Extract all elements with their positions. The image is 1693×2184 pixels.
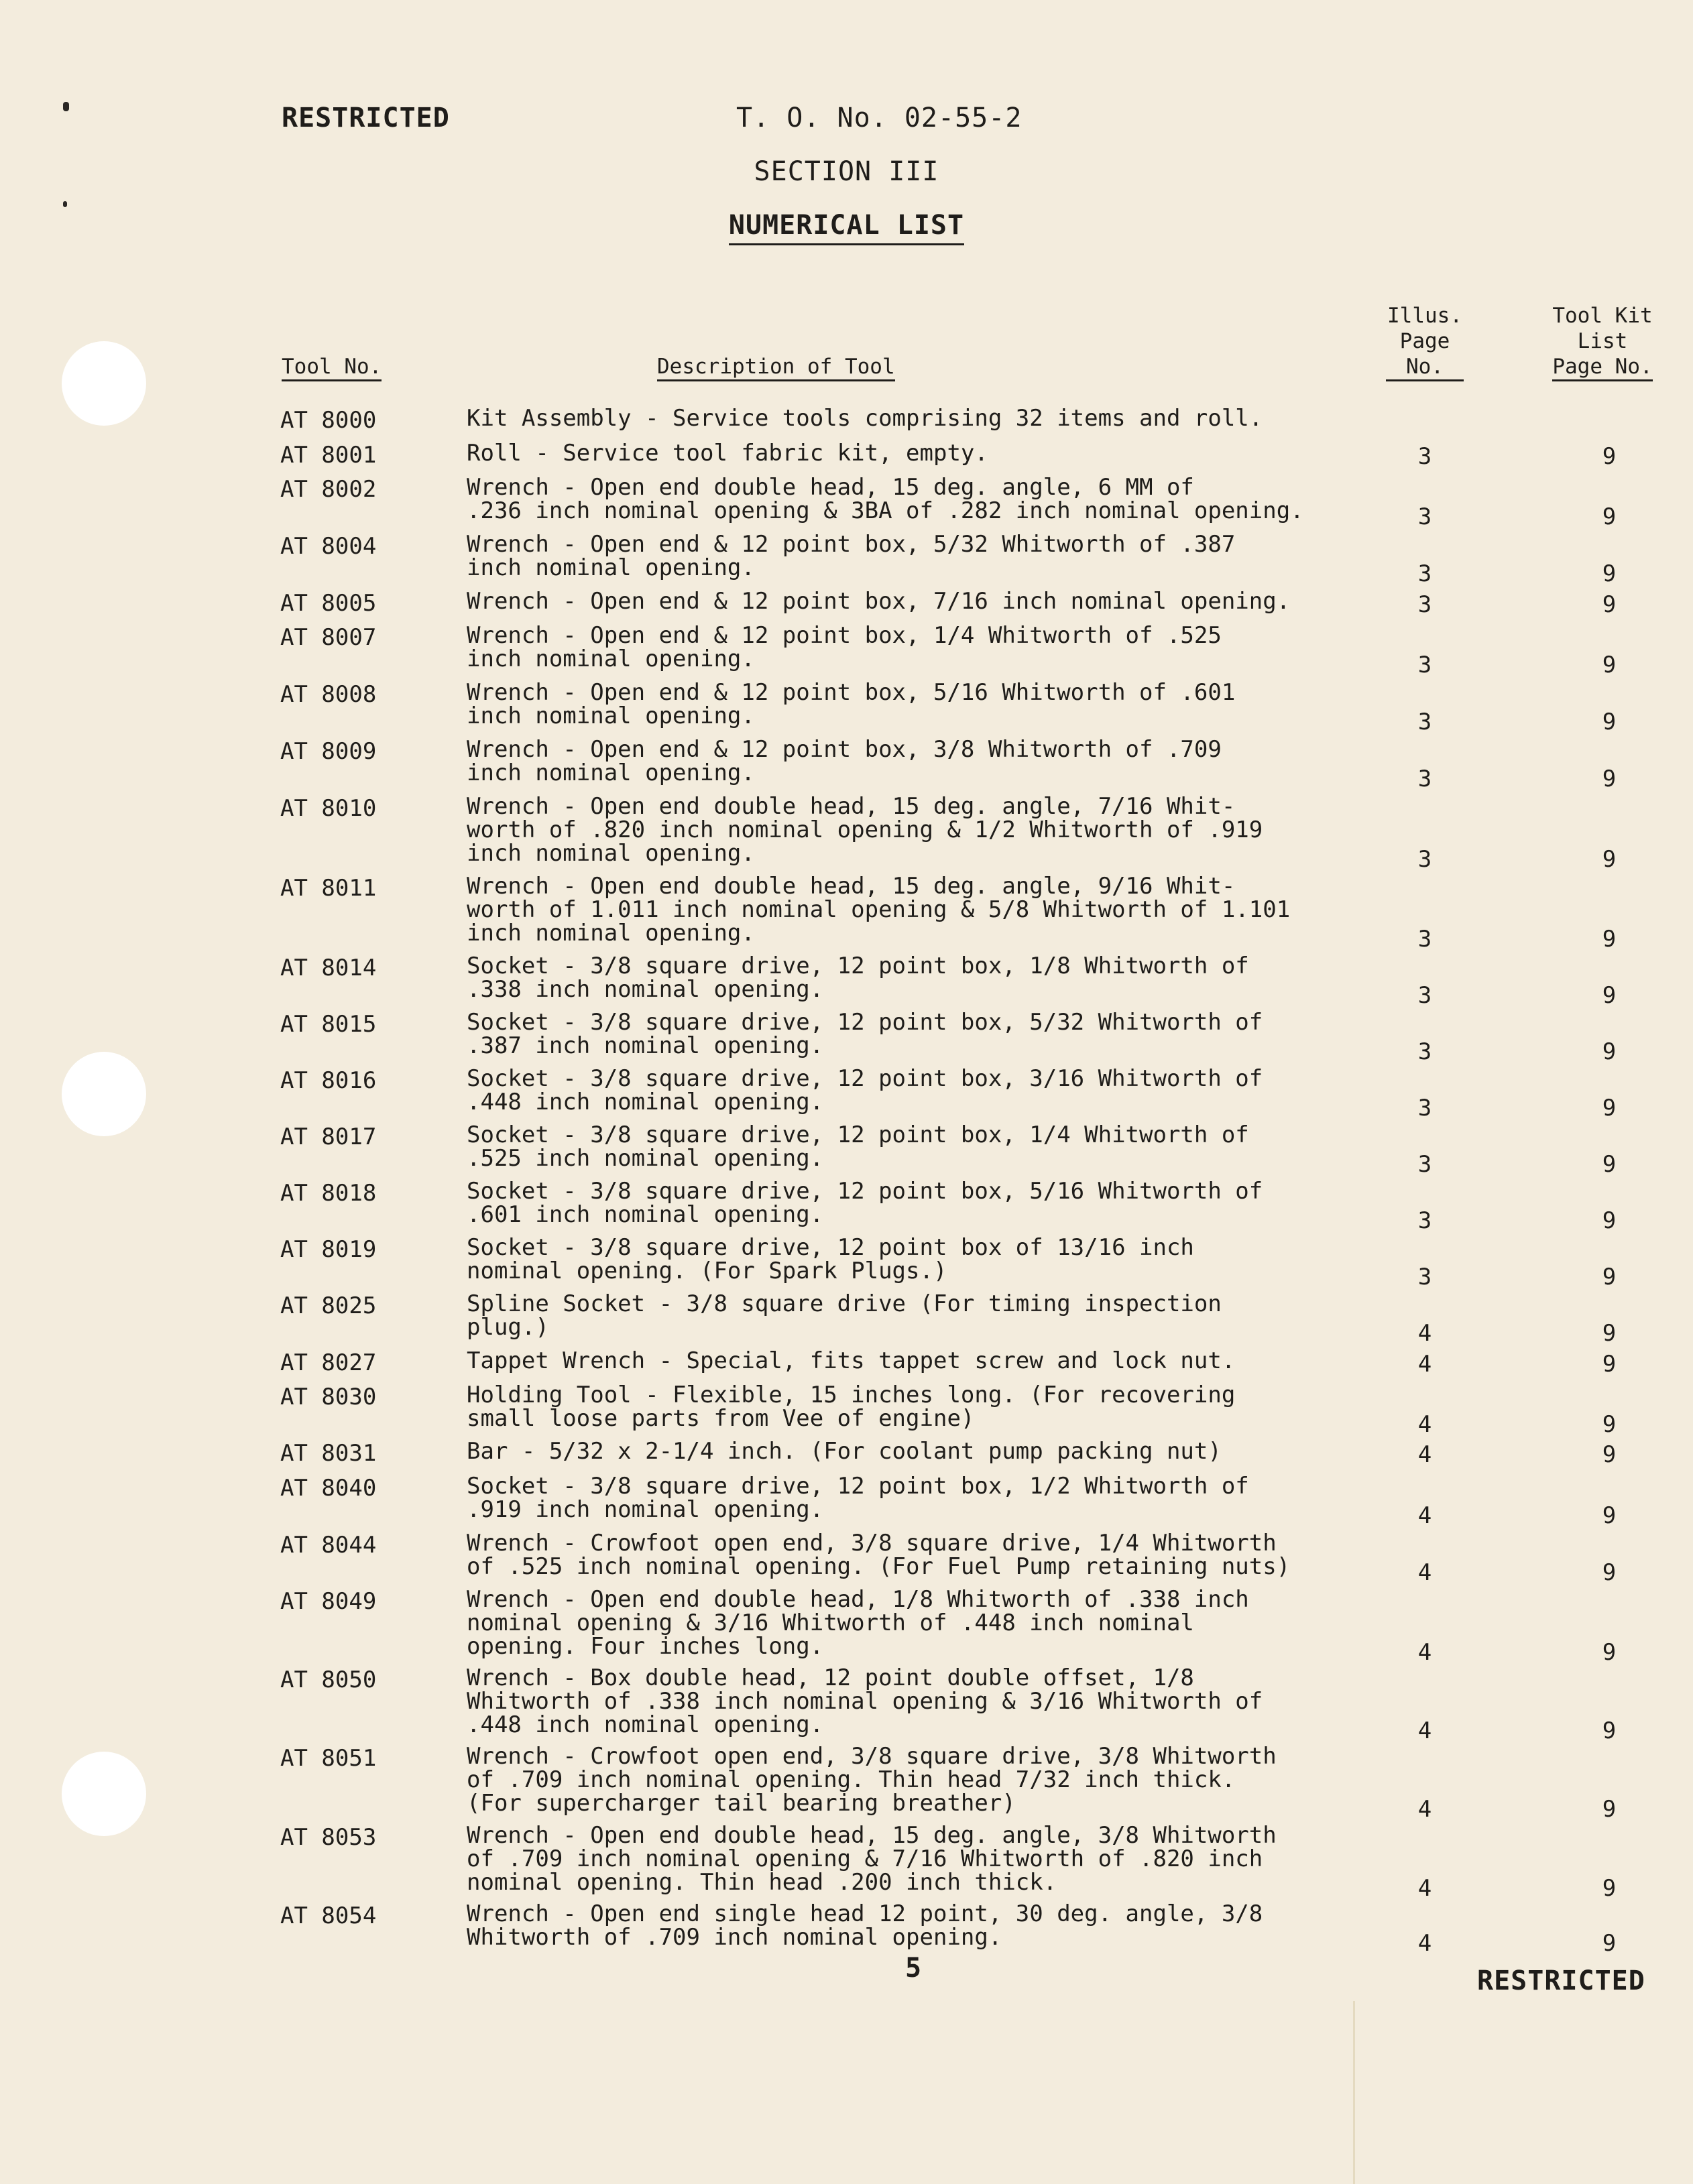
tool-description — [467, 738, 1222, 785]
illus-page-number: 3 — [1417, 1038, 1432, 1065]
description-line: Socket - 3/8 square drive, 12 point box, 1/8 Whitworth of — [467, 953, 1249, 979]
tool-number: AT 8027 — [280, 1349, 377, 1376]
kit-page-number: 9 — [1602, 846, 1617, 873]
tool-number: AT 8053 — [280, 1824, 377, 1851]
illus-page-number: 3 — [1417, 982, 1432, 1009]
description-line: inch nominal opening. — [467, 840, 755, 867]
restricted-footer: RESTRICTED — [1477, 1965, 1645, 1996]
punch-hole — [62, 1052, 146, 1136]
description-line: Wrench - Open end & 12 point box, 5/16 Whitworth of .601 — [467, 679, 1236, 706]
description-line: Wrench - Crowfoot open end, 3/8 square drive, 1/4 Whitworth — [467, 1530, 1277, 1557]
description-line: Roll - Service tool fabric kit, empty. — [467, 440, 988, 467]
column-header-illus-page: Illus. Page No. — [1375, 303, 1475, 381]
tool-description — [467, 955, 1249, 1002]
tool-number: AT 8010 — [280, 795, 377, 822]
kit-page-number: 9 — [1602, 1930, 1617, 1957]
tool-number: AT 8031 — [280, 1440, 377, 1467]
illus-page-number: 4 — [1417, 1320, 1432, 1347]
illus-page-number: 3 — [1417, 443, 1432, 470]
tool-description — [467, 442, 988, 465]
description-line: Wrench - Open end double head, 15 deg. angle, 7/16 Whit- — [467, 793, 1236, 820]
illus-page-number: 3 — [1417, 846, 1432, 873]
tool-description — [467, 1067, 1263, 1114]
description-line: nominal opening. (For Spark Plugs.) — [467, 1258, 947, 1284]
tool-number: AT 8025 — [280, 1292, 377, 1319]
tool-description — [467, 1532, 1290, 1579]
column-header-description: Description of Tool — [657, 354, 895, 381]
description-line: Wrench - Crowfoot open end, 3/8 square drive, 3/8 Whitworth — [467, 1743, 1277, 1770]
tool-number: AT 8030 — [280, 1384, 377, 1410]
tool-number: AT 8018 — [280, 1180, 377, 1207]
description-line: Holding Tool - Flexible, 15 inches long. (For recovering — [467, 1382, 1236, 1408]
tool-description — [467, 1824, 1277, 1894]
description-line: Socket - 3/8 square drive, 12 point box, 1/4 Whitworth of — [467, 1121, 1249, 1148]
tool-number: AT 8044 — [280, 1532, 377, 1559]
tool-description — [467, 590, 1290, 613]
kit-page-number: 9 — [1602, 1351, 1617, 1378]
kit-page-number: 9 — [1602, 766, 1617, 792]
description-line: worth of .820 inch nominal opening & 1/2 Whitworth of .919 — [467, 816, 1263, 843]
punch-hole — [62, 341, 146, 426]
illus-page-number: 3 — [1417, 766, 1432, 792]
kit-page-number: 9 — [1602, 503, 1617, 530]
kit-page-number: 9 — [1602, 1717, 1617, 1744]
tool-number: AT 8050 — [280, 1666, 377, 1693]
description-line: Wrench - Open end & 12 point box, 7/16 inch nominal opening. — [467, 588, 1291, 615]
description-line: .448 inch nominal opening. — [467, 1711, 824, 1738]
restricted-header: RESTRICTED — [282, 103, 450, 133]
illus-page-number: 4 — [1417, 1351, 1432, 1378]
tool-number: AT 8016 — [280, 1067, 377, 1094]
description-line: Bar - 5/32 x 2-1/4 inch. (For coolant pump packing nut) — [467, 1438, 1222, 1465]
kit-page-number: 9 — [1602, 1639, 1617, 1666]
tool-description — [467, 1384, 1235, 1431]
page-edge-mark — [1353, 2001, 1355, 2184]
description-line: opening. Four inches long. — [467, 1633, 824, 1660]
description-line: inch nominal opening. — [467, 646, 755, 672]
description-line: Wrench - Open end & 12 point box, 1/4 Whitworth of .525 — [467, 622, 1222, 649]
description-line: Whitworth of .709 inch nominal opening. — [467, 1924, 1002, 1951]
illus-page-number: 3 — [1417, 709, 1432, 735]
description-line: Wrench - Box double head, 12 point double offset, 1/8 — [467, 1664, 1194, 1691]
illus-page-number: 3 — [1417, 1264, 1432, 1290]
description-line: of .525 inch nominal opening. (For Fuel Pump retaining nuts) — [467, 1553, 1291, 1580]
tool-description — [467, 795, 1263, 865]
tool-number: AT 8007 — [280, 624, 377, 651]
illus-page-number: 4 — [1417, 1717, 1432, 1744]
illus-page-number: 4 — [1417, 1441, 1432, 1468]
description-line: Socket - 3/8 square drive, 12 point box, 5/32 Whitworth of — [467, 1009, 1263, 1036]
tool-description — [467, 1588, 1249, 1658]
illus-page-number: 4 — [1417, 1559, 1432, 1586]
tool-description — [467, 1236, 1194, 1283]
tool-description — [467, 1440, 1222, 1463]
tool-description — [467, 1180, 1263, 1227]
tool-number: AT 8015 — [280, 1011, 377, 1038]
description-line: Socket - 3/8 square drive, 12 point box, 5/16 Whitworth of — [467, 1178, 1263, 1205]
ink-speck — [63, 102, 69, 111]
tool-number: AT 8054 — [280, 1902, 377, 1929]
tool-number: AT 8040 — [280, 1475, 377, 1502]
tool-number: AT 8001 — [280, 442, 377, 469]
illus-page-number: 4 — [1417, 1411, 1432, 1438]
tool-number: AT 8005 — [280, 590, 377, 617]
description-line: .387 inch nominal opening. — [467, 1032, 824, 1059]
description-line: plug.) — [467, 1314, 549, 1341]
description-line: inch nominal opening. — [467, 920, 755, 947]
description-line: nominal opening. Thin head .200 inch thick. — [467, 1869, 1057, 1896]
kit-page-number: 9 — [1602, 1502, 1617, 1529]
section-label: SECTION III — [754, 156, 939, 187]
punch-hole — [62, 1752, 146, 1836]
column-header-tool-no: Tool No. — [282, 354, 382, 381]
description-line: .525 inch nominal opening. — [467, 1145, 824, 1172]
description-line: small loose parts from Vee of engine) — [467, 1405, 975, 1432]
column-header-kit-page: Tool Kit List Page No. — [1542, 303, 1663, 381]
description-line: inch nominal opening. — [467, 554, 755, 581]
tool-number: AT 8000 — [280, 407, 377, 434]
tool-number: AT 8004 — [280, 533, 377, 560]
kit-page-number: 9 — [1602, 926, 1617, 953]
description-line: inch nominal opening. — [467, 703, 755, 729]
kit-page-number: 9 — [1602, 560, 1617, 587]
tool-description — [467, 476, 1304, 523]
tool-number: AT 8017 — [280, 1124, 377, 1150]
kit-page-number: 9 — [1602, 1796, 1617, 1823]
description-line: Wrench - Open end double head, 15 deg. angle, 3/8 Whitworth — [467, 1822, 1277, 1849]
kit-page-number: 9 — [1602, 1095, 1617, 1121]
kit-page-number: 9 — [1602, 709, 1617, 735]
description-line: .338 inch nominal opening. — [467, 976, 824, 1003]
description-line: of .709 inch nominal opening. Thin head 7/32 inch thick. — [467, 1766, 1236, 1793]
description-line: Wrench - Open end double head, 1/8 Whitworth of .338 inch — [467, 1586, 1249, 1613]
description-line: Spline Socket - 3/8 square drive (For timing inspection — [467, 1290, 1222, 1317]
description-line: Wrench - Open end & 12 point box, 3/8 Whitworth of .709 — [467, 736, 1222, 763]
tool-description — [467, 1475, 1249, 1522]
list-title — [0, 210, 1693, 245]
description-line: Whitworth of .338 inch nominal opening & 3/16 Whitworth of — [467, 1688, 1263, 1715]
tool-description — [467, 1902, 1263, 1949]
description-line: Socket - 3/8 square drive, 12 point box, 3/16 Whitworth of — [467, 1065, 1263, 1092]
kit-page-number: 9 — [1602, 982, 1617, 1009]
kit-page-number: 9 — [1602, 652, 1617, 678]
description-line: Socket - 3/8 square drive, 12 point box of 13/16 inch — [467, 1234, 1194, 1261]
kit-page-number: 9 — [1602, 1320, 1617, 1347]
description-line: Socket - 3/8 square drive, 12 point box, 1/2 Whitworth of — [467, 1473, 1249, 1500]
tool-description — [467, 681, 1235, 728]
illus-page-number: 4 — [1417, 1930, 1432, 1957]
tool-description — [467, 1121, 1249, 1172]
tool-description — [467, 875, 1290, 945]
illus-page-number: 3 — [1417, 926, 1432, 953]
illus-page-number: 3 — [1417, 1095, 1432, 1121]
to-number: T. O. No. 02-55-2 — [736, 103, 1023, 133]
description-line: Wrench - Open end single head 12 point, 30 deg. angle, 3/8 — [467, 1900, 1263, 1927]
description-line: (For supercharger tail bearing breather) — [467, 1790, 1016, 1817]
tool-number: AT 8002 — [280, 476, 377, 503]
kit-page-number: 9 — [1602, 1411, 1617, 1438]
tool-description — [467, 1292, 1222, 1339]
tool-description — [467, 533, 1235, 580]
tool-number: AT 8051 — [280, 1745, 377, 1772]
description-line: .448 inch nominal opening. — [467, 1089, 824, 1115]
tool-number: AT 8049 — [280, 1588, 377, 1615]
ink-speck — [63, 201, 67, 207]
illus-page-number: 4 — [1417, 1796, 1432, 1823]
tool-description — [467, 1666, 1263, 1737]
tool-description — [467, 1745, 1277, 1815]
description-line: .919 inch nominal opening. — [467, 1496, 824, 1523]
description-line: .601 inch nominal opening. — [467, 1201, 824, 1228]
description-line: inch nominal opening. — [467, 760, 755, 786]
kit-page-number: 9 — [1602, 1875, 1617, 1902]
tool-number: AT 8011 — [280, 875, 377, 902]
description-line: Wrench - Open end & 12 point box, 5/32 Whitworth of .387 — [467, 531, 1236, 558]
kit-page-number: 9 — [1602, 1559, 1617, 1586]
kit-page-number: 9 — [1602, 1441, 1617, 1468]
description-line: worth of 1.011 inch nominal opening & 5/8 Whitworth of 1.101 — [467, 896, 1291, 923]
tool-number: AT 8014 — [280, 955, 377, 981]
tool-description — [467, 1011, 1263, 1058]
illus-page-number: 3 — [1417, 591, 1432, 618]
page-number: 5 — [905, 1953, 922, 1984]
kit-page-number: 9 — [1602, 1151, 1617, 1178]
illus-page-number: 3 — [1417, 652, 1432, 678]
tool-description — [467, 407, 1263, 430]
illus-page-number: 3 — [1417, 503, 1432, 530]
kit-page-number: 9 — [1602, 591, 1617, 618]
illus-page-number: 3 — [1417, 1207, 1432, 1234]
tool-description — [467, 624, 1222, 671]
illus-page-number: 4 — [1417, 1639, 1432, 1666]
kit-page-number: 9 — [1602, 1207, 1617, 1234]
description-line: Wrench - Open end double head, 15 deg. angle, 6 MM of — [467, 474, 1194, 501]
description-line: nominal opening & 3/16 Whitworth of .448 inch nominal — [467, 1610, 1194, 1636]
illus-page-number: 3 — [1417, 1151, 1432, 1178]
tool-description — [467, 1349, 1235, 1373]
tool-number: AT 8019 — [280, 1236, 377, 1263]
kit-page-number: 9 — [1602, 1038, 1617, 1065]
kit-page-number: 9 — [1602, 1264, 1617, 1290]
description-line: Kit Assembly - Service tools comprising 32 items and roll. — [467, 405, 1263, 432]
tool-number: AT 8008 — [280, 681, 377, 708]
description-line: .236 inch nominal opening & 3BA of .282 inch nominal opening. — [467, 497, 1304, 524]
numerical-list-label: NUMERICAL LIST — [729, 210, 964, 245]
illus-page-number: 3 — [1417, 560, 1432, 587]
kit-page-number: 9 — [1602, 443, 1617, 470]
description-line: Wrench - Open end double head, 15 deg. angle, 9/16 Whit- — [467, 873, 1236, 900]
illus-page-number: 4 — [1417, 1875, 1432, 1902]
illus-page-number: 4 — [1417, 1502, 1432, 1529]
tool-number: AT 8009 — [280, 738, 377, 765]
description-line: Tappet Wrench - Special, fits tappet screw and lock nut. — [467, 1347, 1236, 1374]
description-line: of .709 inch nominal opening & 7/16 Whitworth of .820 inch — [467, 1845, 1263, 1872]
section-title — [0, 156, 1693, 190]
